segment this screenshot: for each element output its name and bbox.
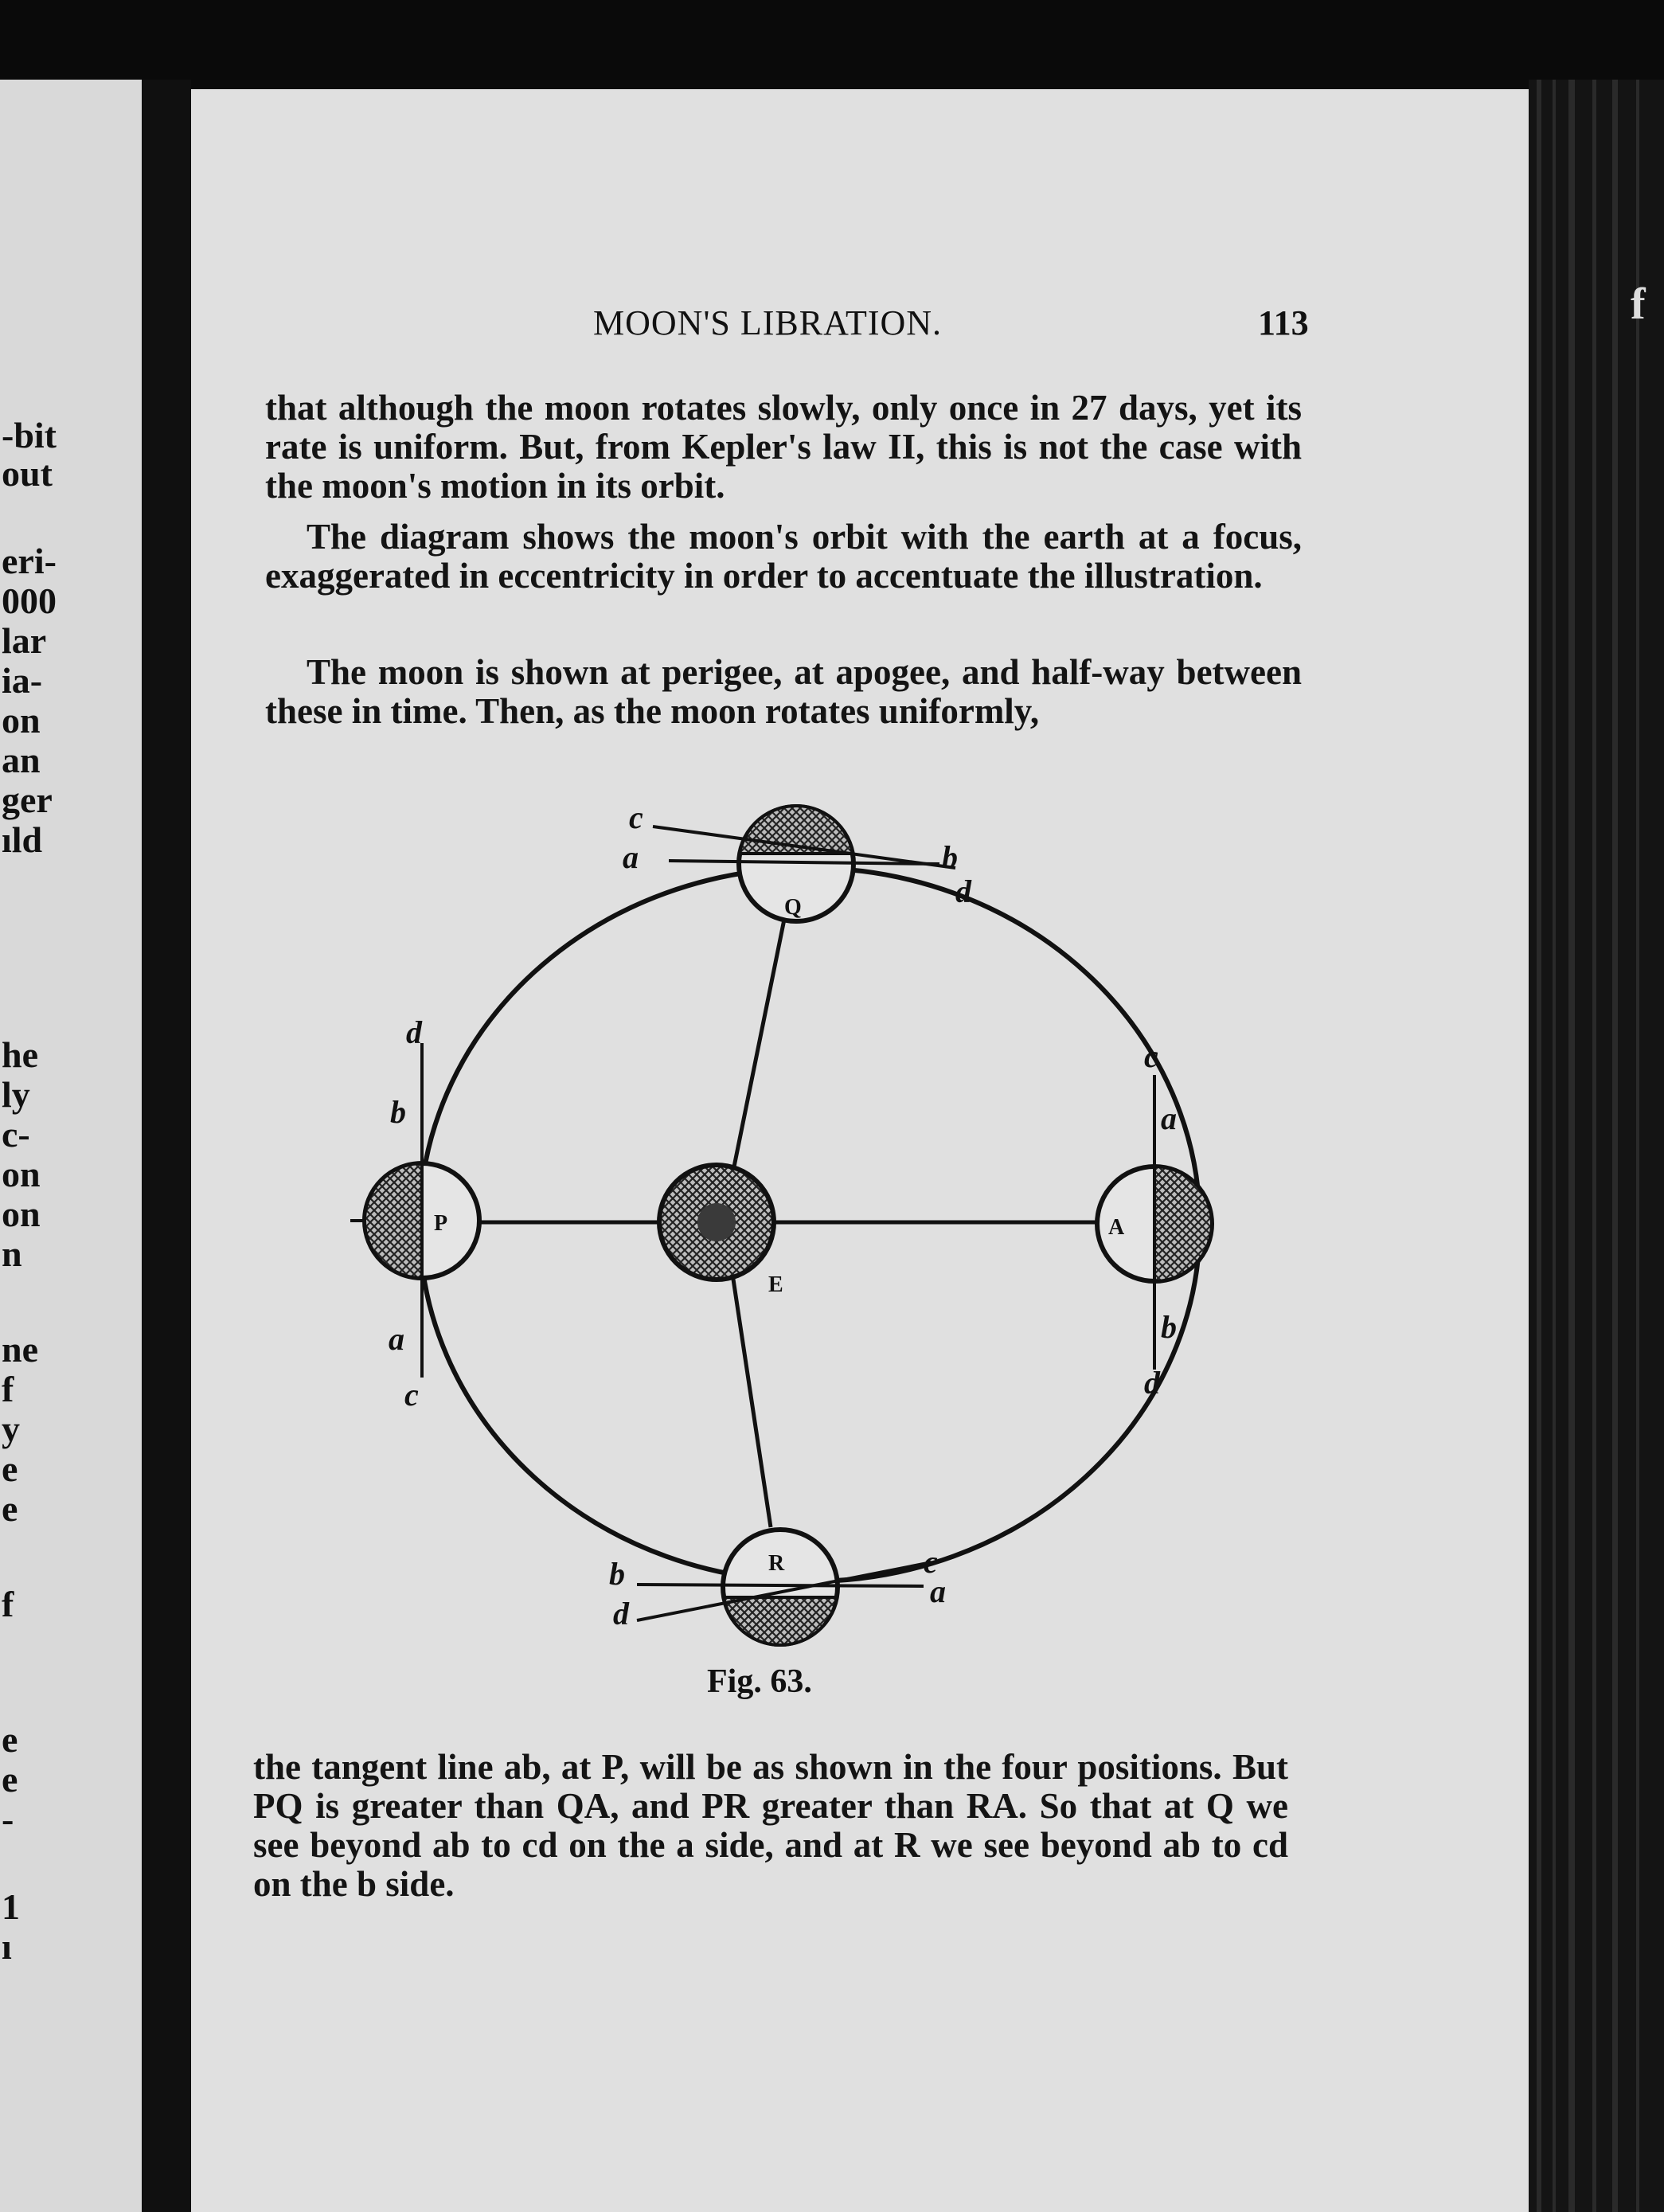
paragraph: the tangent line ab, at P, will be as shown in the four positions. But PQ is greater than QA, and PR greater than RA. So that at Q we see beyond ab to cd on the a side, and at R we see beyond ab to cd on the b side. bbox=[253, 1747, 1288, 1904]
left-frag: eri- bbox=[2, 541, 57, 581]
left-frag: ne bbox=[2, 1329, 38, 1370]
moon-P-b: b bbox=[390, 1094, 406, 1130]
left-frag: he bbox=[2, 1034, 38, 1075]
moon-A-a: a bbox=[1161, 1100, 1177, 1136]
moon-A-c: c bbox=[1144, 1038, 1158, 1074]
left-frag: an bbox=[2, 740, 41, 780]
moon-R bbox=[609, 1530, 946, 1645]
moon-P-d: d bbox=[406, 1014, 422, 1050]
left-frag: - bbox=[2, 1799, 14, 1839]
line-EQ bbox=[732, 900, 788, 1174]
left-frag: f bbox=[2, 1584, 14, 1624]
left-frag: on bbox=[2, 1194, 41, 1234]
left-frag: f bbox=[2, 1369, 14, 1409]
moon-R-c: c bbox=[924, 1544, 938, 1580]
left-frag: ly bbox=[2, 1074, 30, 1115]
left-frag: on bbox=[2, 1154, 41, 1194]
left-frag: e bbox=[2, 1759, 18, 1800]
running-header: MOON'S LIBRATION. bbox=[593, 303, 943, 342]
paragraph: that although the moon rotates slowly, only once in 27 days, yet its rate is uniform. But, from Kepler's law II, this is not the case with the moon's motion in its orbit. bbox=[265, 388, 1302, 506]
page-number: 113 bbox=[1258, 303, 1309, 342]
moon-Q-a: a bbox=[623, 839, 639, 875]
moon-P-a: a bbox=[389, 1321, 404, 1357]
right-edge-mark: f bbox=[1631, 279, 1646, 329]
left-frag: lar bbox=[2, 620, 47, 661]
left-frag: ı bbox=[2, 1926, 12, 1967]
left-frag: -bit bbox=[2, 415, 57, 455]
moon-R-d: d bbox=[613, 1596, 629, 1632]
moon-Q bbox=[623, 799, 972, 921]
left-frag: e bbox=[2, 1488, 18, 1529]
moon-A-b: b bbox=[1161, 1309, 1177, 1345]
left-frag: ia- bbox=[2, 660, 43, 701]
figure-caption: Fig. 63. bbox=[707, 1663, 812, 1700]
left-frag: n bbox=[2, 1233, 22, 1274]
moon-P-label: P bbox=[434, 1211, 448, 1236]
moon-orbit bbox=[420, 868, 1200, 1581]
paragraph: The diagram shows the moon's orbit with the earth at a focus, exaggerated in eccentricity in order to accentuate the illustration. bbox=[265, 517, 1302, 596]
moon-R-b: b bbox=[609, 1556, 625, 1592]
earth-center bbox=[697, 1203, 736, 1241]
left-frag: c- bbox=[2, 1114, 30, 1155]
left-frag: ger bbox=[2, 780, 53, 820]
line-ER bbox=[732, 1274, 771, 1527]
left-frag: out bbox=[2, 453, 53, 494]
left-frag: y bbox=[2, 1409, 20, 1449]
paragraph: The moon is shown at perigee, at apogee, and half-way between these in time. Then, as the moon rotates uniformly, bbox=[265, 652, 1302, 731]
left-frag: e bbox=[2, 1448, 18, 1489]
moon-Q-label: Q bbox=[784, 895, 802, 920]
moon-Q-c: c bbox=[629, 799, 643, 835]
moon-Q-d: d bbox=[955, 873, 971, 909]
moon-R-label: R bbox=[768, 1551, 785, 1576]
moon-A bbox=[1097, 1038, 1212, 1401]
moon-A-d: d bbox=[1144, 1365, 1160, 1401]
earth-label: E bbox=[768, 1272, 783, 1297]
moon-A-label: A bbox=[1108, 1215, 1125, 1240]
moon-Q-b: b bbox=[942, 839, 958, 875]
moon-R-a: a bbox=[930, 1573, 946, 1609]
moon-P bbox=[350, 1014, 479, 1413]
moon-P-c: c bbox=[404, 1377, 419, 1413]
left-frag: e bbox=[2, 1719, 18, 1760]
left-frag: on bbox=[2, 700, 41, 741]
left-frag: 1 bbox=[2, 1886, 20, 1927]
left-frag: ıld bbox=[2, 819, 43, 860]
left-frag: 000 bbox=[2, 580, 57, 621]
